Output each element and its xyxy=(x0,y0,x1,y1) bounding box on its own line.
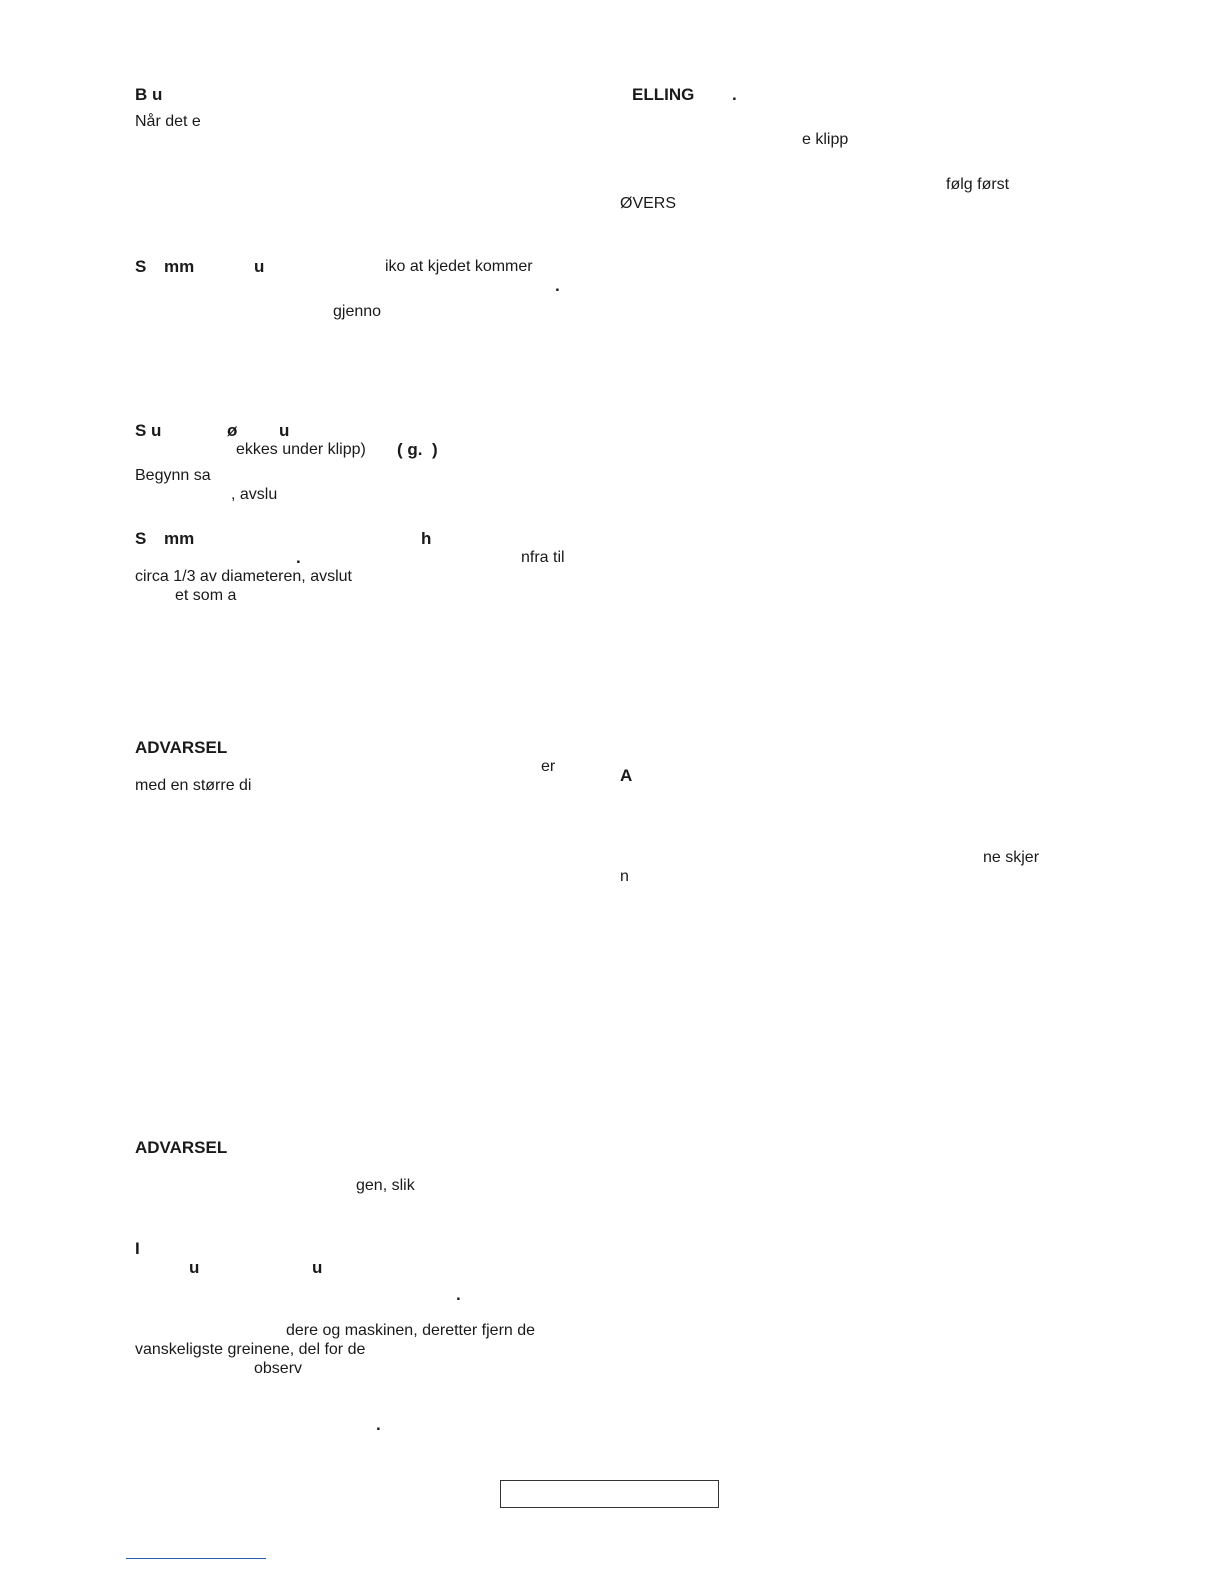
section-heading-1: B u xyxy=(135,85,163,104)
paragraph-line: ne skjer xyxy=(983,849,1040,866)
paragraph-line: ØVERS xyxy=(620,195,677,212)
paragraph-line: Når det e xyxy=(135,113,201,130)
warning-heading: ADVARSEL xyxy=(135,738,228,757)
paragraph-line: gjenno xyxy=(333,303,382,320)
section-heading-2-part: S xyxy=(135,257,147,276)
footer-link-underline[interactable] xyxy=(126,1558,266,1559)
paragraph-line: nfra til xyxy=(521,549,565,566)
paragraph-line: følg først xyxy=(946,176,1010,193)
paragraph-line: gen, slik xyxy=(356,1177,415,1194)
paragraph-line: circa 1/3 av diameteren, avslut xyxy=(135,568,352,585)
paragraph-line: , avslu xyxy=(231,486,278,503)
paragraph-line: observ xyxy=(254,1360,303,1377)
section-heading-2-part: u xyxy=(254,257,265,276)
paragraph-dot: . xyxy=(296,548,301,567)
section-heading-4-part: mm xyxy=(164,529,195,548)
warning-heading: ADVARSEL xyxy=(135,1138,228,1157)
paragraph-line: ekkes under klipp) xyxy=(236,441,366,458)
section-heading-4-part: S xyxy=(135,529,147,548)
paragraph-line: med en større di xyxy=(135,777,252,794)
section-heading-2-part: mm xyxy=(164,257,195,276)
paragraph-line: et som a xyxy=(175,587,237,604)
paragraph-dot: . xyxy=(555,276,560,295)
heading-dot: . xyxy=(732,85,737,104)
page-number-box xyxy=(500,1480,719,1508)
section-heading-4-part: h xyxy=(421,529,432,548)
paragraph-line: e klipp xyxy=(802,131,849,148)
section-heading-5-part: u xyxy=(312,1258,323,1277)
section-heading-right-2: A xyxy=(620,766,633,785)
paragraph-dot: . xyxy=(456,1285,461,1304)
paragraph-line: n xyxy=(620,868,629,885)
section-heading-5-part: I xyxy=(135,1239,140,1258)
paragraph-line: vanskeligste greinene, del for de xyxy=(135,1341,366,1358)
section-heading-5-part: u xyxy=(189,1258,200,1277)
paragraph-line: iko at kjedet kommer xyxy=(385,258,533,275)
paragraph-dot: . xyxy=(376,1415,381,1434)
paragraph-line: Begynn sa xyxy=(135,467,211,484)
section-heading-3-part: u xyxy=(279,421,290,440)
section-heading-3-part: ø xyxy=(227,421,238,440)
figure-reference: ( g. ) xyxy=(397,440,438,459)
paragraph-line: er xyxy=(541,758,556,775)
section-heading-right-1: ELLING xyxy=(632,85,695,104)
section-heading-3-part: S u xyxy=(135,421,162,440)
paragraph-line: dere og maskinen, deretter fjern de xyxy=(286,1322,536,1339)
